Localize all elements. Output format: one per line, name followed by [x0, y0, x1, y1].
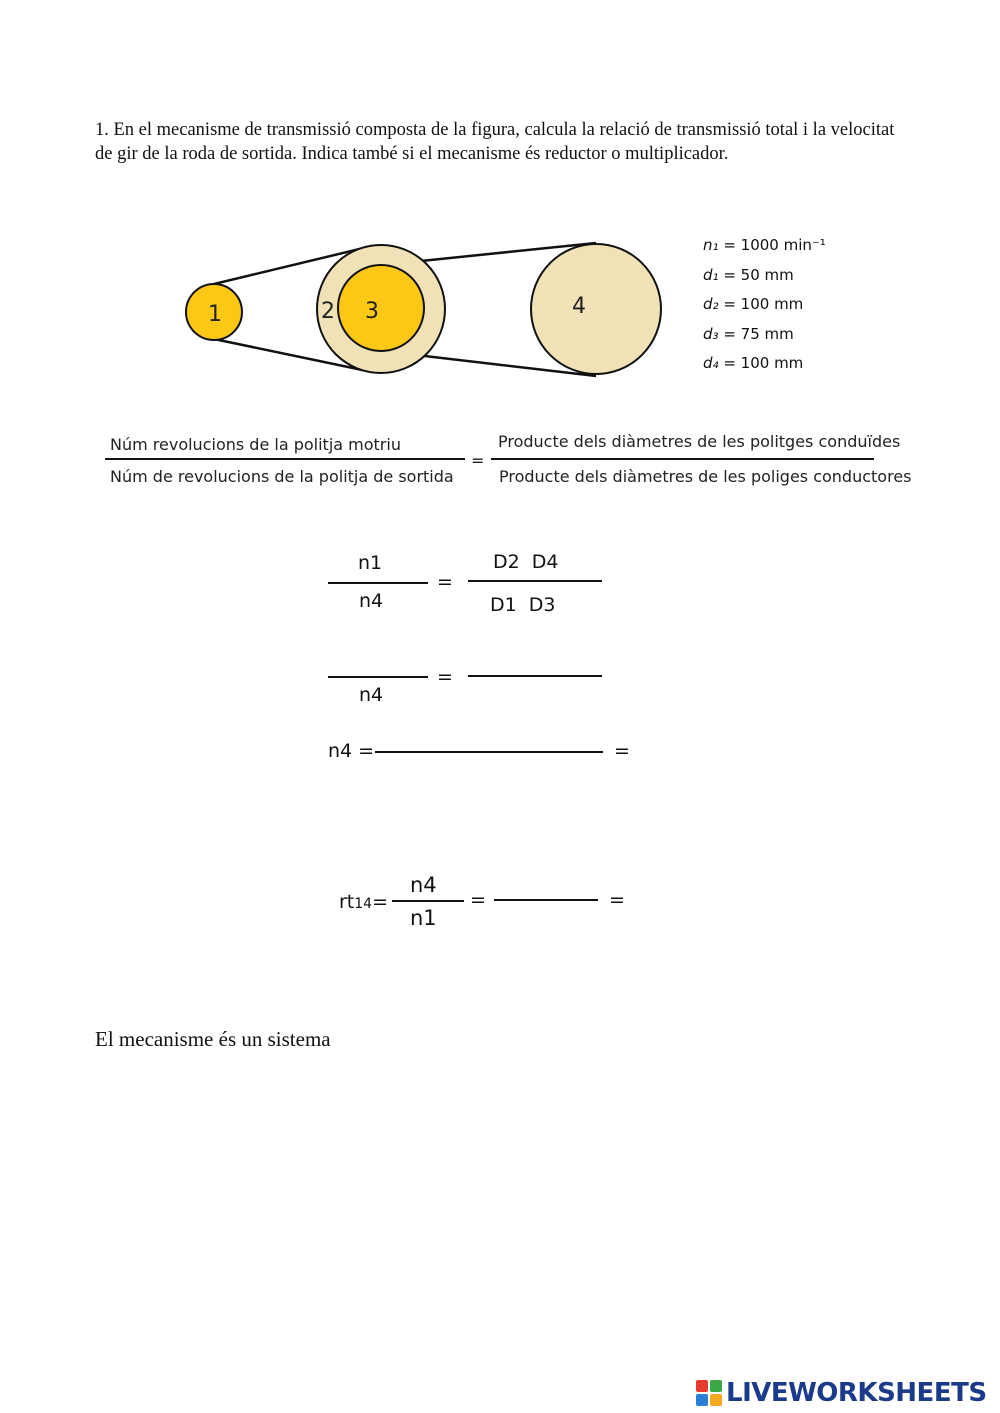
given-values	[703, 231, 826, 379]
pulley-diagram	[0, 0, 1000, 420]
logo-text: LIVEWORKSHEETS	[726, 1378, 987, 1408]
eq1-right-numerator: D2 D4	[493, 551, 559, 573]
formula-left-numerator: Núm revolucions de la politja motriu	[110, 435, 401, 454]
question-text: 1. En el mecanisme de transmissió composta de la figura, calcula la relació de transmissió total i la velocitat de gir de la roda de sortida. Indica també si el mecanisme és reductor o multiplicador.	[95, 120, 895, 164]
formula-left-fraction-bar	[105, 458, 465, 460]
given-d4: d₄ = 100 mm	[703, 354, 804, 373]
pulley-label-2: 2	[321, 299, 335, 324]
eq4-rt-label: rt	[339, 891, 355, 913]
pulley-label-3: 3	[365, 299, 379, 324]
formula-right-fraction-bar	[491, 458, 874, 460]
eq1-left-denominator: n4	[359, 590, 384, 612]
eq3-suffix: =	[614, 740, 630, 762]
eq4-answer-bar	[494, 899, 598, 901]
eq1-equals: =	[437, 571, 453, 593]
liveworksheets-logo	[696, 1376, 987, 1410]
eq2-left-fraction-bar	[328, 676, 428, 678]
eq1-left-numerator: n1	[358, 552, 383, 574]
eq3-prefix: n4 =	[328, 740, 375, 762]
formula-equals: =	[471, 451, 485, 470]
pulley-label-4: 4	[572, 294, 586, 319]
pulley-3	[338, 265, 424, 351]
conclusion-text: El mecanisme és un sistema	[95, 1027, 331, 1051]
eq2-left-denominator: n4	[359, 684, 384, 706]
eq4-subscript: 14	[354, 896, 373, 912]
eq4-equals-2: =	[609, 889, 625, 911]
eq2-equals: =	[437, 666, 453, 688]
given-d1: d₁ = 50 mm	[703, 265, 794, 284]
given-n1: n₁ = 1000 min⁻¹	[703, 236, 826, 254]
eq4-prefix	[339, 891, 388, 913]
eq4-denominator: n1	[410, 906, 437, 930]
pulley-4	[531, 244, 661, 374]
eq1-right-fraction-bar	[468, 580, 602, 582]
formula-right-denominator: Producte dels diàmetres de les poliges conductores	[499, 467, 912, 486]
given-d2: d₂ = 100 mm	[703, 295, 804, 314]
eq4-fraction-bar	[392, 900, 464, 902]
pulley-label-1: 1	[208, 302, 222, 327]
eq3-fraction-bar	[375, 751, 603, 753]
eq1-left-fraction-bar	[328, 582, 428, 584]
logo-grid-icon	[696, 1380, 722, 1406]
eq1-right-denominator: D1 D3	[490, 594, 556, 616]
eq4-prefix-equals: =	[372, 891, 389, 913]
eq4-equals-1: =	[470, 889, 486, 911]
formula-right-numerator: Producte dels diàmetres de les politges conduïdes	[498, 432, 901, 451]
eq4-numerator: n4	[410, 873, 437, 897]
eq2-right-fraction-bar	[468, 675, 602, 677]
given-d3: d₃ = 75 mm	[703, 324, 794, 343]
formula-left-denominator: Núm de revolucions de la politja de sortida	[110, 467, 454, 486]
